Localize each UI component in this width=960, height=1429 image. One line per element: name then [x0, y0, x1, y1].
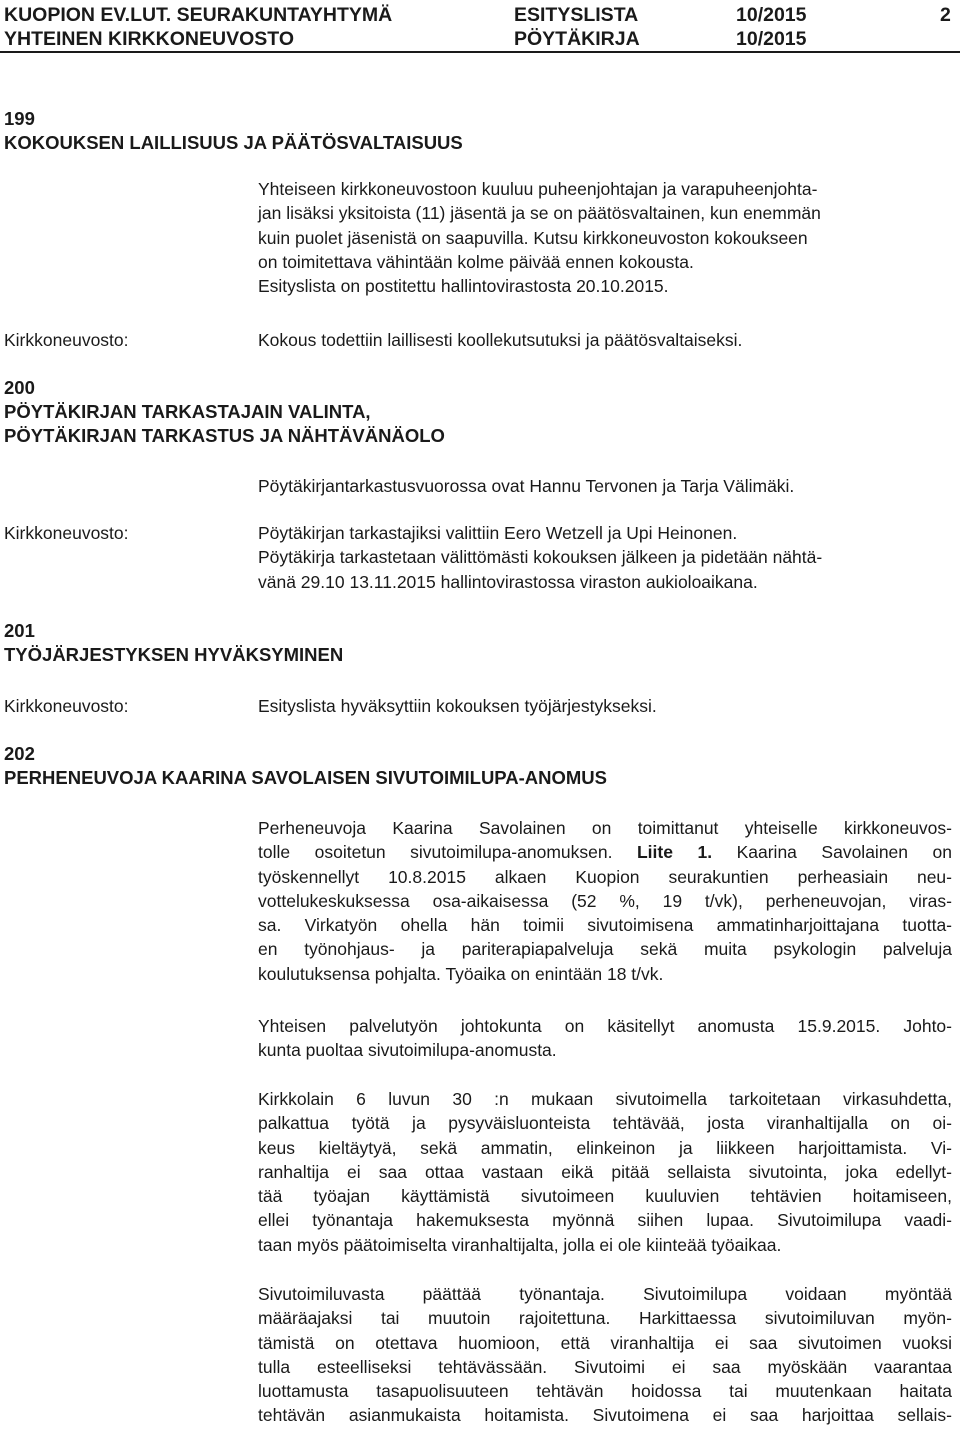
section-number: 200	[4, 377, 35, 398]
header-meeting-number: 10/2015	[736, 4, 807, 26]
section-text: Pöytäkirjantarkastusvuorossa ovat Hannu Tervonen ja Tarja Välimäki.	[258, 476, 795, 496]
section-title: PERHENEUVOJA KAARINA SAVOLAISEN SIVUTOIMILUPA-ANOMUS	[4, 767, 608, 788]
header-doc-type-minutes: PÖYTÄKIRJA	[514, 28, 640, 50]
section-title: PÖYTÄKIRJAN TARKASTUS JA NÄHTÄVÄNÄOLO	[4, 425, 445, 446]
decision-text: Esityslista hyväksyttiin kokouksen työjärjestykseksi.	[258, 696, 657, 716]
paragraph-board-opinion: Yhteisen palvelutyön johtokunta on käsitellyt anomusta 15.9.2015. Johto- kunta puoltaa sivutoimilupa-anomusta.	[258, 1016, 952, 1061]
section-number: 201	[4, 620, 35, 641]
header-doc-type-agenda: ESITYSLISTA	[514, 4, 639, 26]
header-meeting-number-2: 10/2015	[736, 28, 807, 50]
section-title: TYÖJÄRJESTYKSEN HYVÄKSYMINEN	[4, 644, 344, 665]
attachment-reference: Liite 1.	[636, 842, 713, 863]
section-title: PÖYTÄKIRJAN TARKASTAJAIN VALINTA,	[4, 401, 371, 422]
decision-label: Kirkkoneuvosto:	[4, 523, 129, 543]
page-number: 2	[940, 4, 951, 26]
paragraph-employer-decision: Sivutoimiluvasta päättää työnantaja. Sivutoimilupa voidaan myöntää määräajaksi tai muutoin rajoitettuna. Harkittaessa sivutoimiluvan myön- tämistä on otettava huomioon, että viranhaltija ei saa sivutoimen vuoksi tulla esteelliseksi tehtävässään. Sivutoimi ei saa myöskään vaarantaa luottamusta tasapuolisuuteen tehtävän hoidossa tai muutenkaan haitata tehtävän asianmukaista hoitamista. Sivutoimena ei saa harjoittaa sellais-	[258, 1284, 952, 1426]
header-divider	[0, 51, 960, 53]
header-organization: KUOPION EV.LUT. SEURAKUNTAYHTYMÄ	[4, 4, 393, 26]
decision-label: Kirkkoneuvosto:	[4, 330, 129, 350]
section-text: Yhteiseen kirkkoneuvostoon kuuluu puheenjohtajan ja varapuheenjohta- jan lisäksi yksitoista (11) jäsentä ja se on päätösvaltainen, kun enemmän kuin puolet jäsenistä on saapuvilla. Kutsu kirkkoneuvoston kokoukseen on toimitettava vähintään kolme päivää ennen kokousta. Esityslista on postitettu hallintovirastosta 20.10.2015.	[258, 179, 821, 297]
section-title: KOKOUKSEN LAILLISUUS JA PÄÄTÖSVALTAISUUS	[4, 132, 463, 153]
paragraph-church-law: Kirkkolain 6 luvun 30 :n mukaan sivutoimella tarkoitetaan virkasuhdetta, palkattua työtä ja pysyväisluonteista tehtävää, josta viranhaltijalla on oi- keus kieltäytyä, sekä ammatin, elinkeinon ja liikkeen harjoittamista. Vi- ranhaltija ei saa ottaa vastaan eikä pitää sellaista sivutointa, joka edellyt- tää työajan käyttämistä sivutoimeen kuuluvien tehtävien hoitamiseen, ellei työnantaja hakemuksesta myönnä siihen lupaa. Sivutoimilupa vaadi- taan myös päätoimiselta viranhaltijalta, jolla ei ole kiinteää työaikaa.	[258, 1089, 952, 1255]
header-body: YHTEINEN KIRKKONEUVOSTO	[4, 28, 295, 50]
decision-label: Kirkkoneuvosto:	[4, 696, 129, 716]
decision-text: Kokous todettiin laillisesti koollekutsutuksi ja päätösvaltaiseksi.	[258, 330, 743, 350]
decision-text: Pöytäkirjan tarkastajiksi valittiin Eero Wetzell ja Upi Heinonen. Pöytäkirja tarkastetaan välittömästi kokouksen jälkeen ja pidetään nähtä- vänä 29.10 13.11.2015 hallintovirastossa viraston aukioloaikana.	[258, 523, 823, 592]
section-number: 199	[4, 108, 35, 129]
paragraph-application: Perheneuvoja Kaarina Savolainen on toimittanut yhteiselle kirkkoneuvos- tolle osoitetun sivutoimilupa-anomuksen. Liite 1. Kaarina Savolainen on työskennellyt 10.8.2015 alkaen Kuopion seurakuntien perheasiain neu- vottelukeskuksessa osa-aikaisessa (52 %, 19 t/vk), perheneuvojan, viras- sa. Virkatyön ohella hän toimii sivutoimisena ammatinharjoittajana tuotta- en työnohjaus- ja pariterapiapalveluja sekä muita psykologin palveluja koulutuksensa pohjalta. Työaika on enintään 18 t/vk.	[258, 818, 952, 984]
section-number: 202	[4, 743, 35, 764]
